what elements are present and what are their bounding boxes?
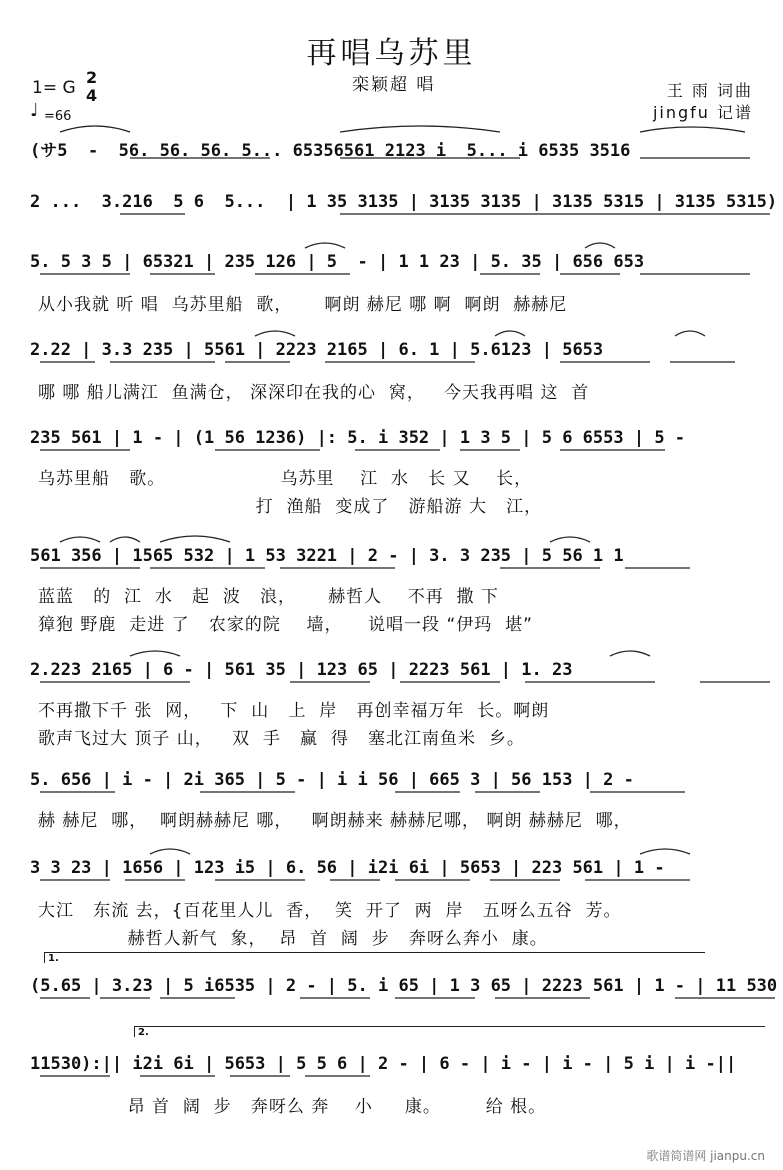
tempo-marking: =66: [44, 109, 72, 124]
quarter-note-icon: ♩: [30, 100, 39, 121]
score-line-5-notes: 235 561 | 1 - | (1 56 1236) |: 5. i 352 | 1 3 5 | 5 6 6553 | 5 -: [30, 428, 686, 448]
score-line-7-notes: 2.223 2165 | 6 - | 561 35 | 123 65 | 2223 561 | 1. 23: [30, 660, 573, 680]
score-line-9-notes: 3 3 23 | 1656 | 123 i5 | 6. 56 | i2i 6i | 5653 | 223 561 | 1 -: [30, 858, 665, 878]
score-line-10-notes: (5.65 | 3.23 | 5 i6535 | 2 - | 5. i 65 | 1 3 65 | 2223 561 | 1 - | 11 530: [30, 976, 778, 996]
time-signature-top: 2: [86, 68, 98, 87]
score-line-3-lyrics: 从小我就 听 唱 乌苏里船 歌， 啊朗 赫尼 哪 啊 啊朗 赫赫尼: [38, 295, 568, 315]
score-line-3-notes: 5. 5 3 5 | 65321 | 235 126 | 5 - | 1 1 23 | 5. 35 | 656 653: [30, 252, 645, 272]
score-line-11-lyrics: 昂 首 阔 步 奔呀么 奔 小 康。 给 根。: [38, 1097, 547, 1117]
score-line-8-lyrics: 赫 赫尼 哪， 啊朗赫赫尼 哪， 啊朗赫来 赫赫尼哪， 啊朗 赫赫尼 哪，: [38, 811, 632, 831]
score-line-6-notes: 561 356 | 1565 532 | 1 53 3221 | 2 - | 3. 3 235 | 5 56 1 1: [30, 546, 624, 566]
ending-2-label: 2.: [138, 1027, 149, 1038]
ending-1-label: 1.: [48, 953, 59, 964]
singer-credit: 栾颖超 唱: [352, 75, 436, 95]
score-line-9-lyrics-verse2: 赫哲人新气 象， 昂 首 阔 步 奔呀么奔小 康。: [38, 929, 548, 949]
score-line-9-lyrics-verse1: 大江 东流 去，{百花里人儿 香， 笑 开了 两 岸 五呀么五谷 芳。: [38, 901, 622, 921]
score-line-4-lyrics: 哪 哪 船儿满江 鱼满仓， 深深印在我的心 窝， 今天我再唱 这 首: [38, 383, 590, 403]
score-line-7-lyrics-verse1: 不再撒下千 张 网， 下 山 上 岸 再创幸福万年 长。啊朗: [38, 701, 550, 721]
page-title: 再唱乌苏里: [306, 36, 477, 71]
score-line-5-lyrics-verse1: 乌苏里船 歌。 乌苏里 江 水 长 又 长，: [38, 469, 533, 489]
score-line-4-notes: 2.22 | 3.3 235 | 5561 | 2223 2165 | 6. 1 | 5.6123 | 5653: [30, 340, 604, 360]
lyricist-composer-credit: 王 雨 词曲: [666, 81, 753, 100]
transcriber-credit: jingfu 记谱: [652, 103, 753, 122]
score-line-1-notes: (サ5 - 56. 56. 56. 5... 65356561 2123 i 5... i 6535 3516: [30, 141, 631, 161]
score-line-6-lyrics-verse1: 蓝蓝 的 江 水 起 波 浪， 赫哲人 不再 撒 下: [38, 587, 499, 607]
watermark: 歌谱简谱网 jianpu.cn: [646, 1149, 765, 1163]
score-line-5-lyrics-verse2: 打 渔船 变成了 游船游 大 江，: [38, 497, 543, 517]
score-line-8-notes: 5. 656 | i - | 2i 365 | 5 - | i i 56 | 665 3 | 56 153 | 2 -: [30, 770, 634, 790]
score-line-6-lyrics-verse2: 獐狍 野鹿 走进 了 农家的院 墙， 说唱一段 “伊玛 堪”: [38, 615, 533, 635]
score-line-11-notes: 11530):|| i2i 6i | 5653 | 5 5 6 | 2 - | 6 - | i - | i - | 5 i | i -||: [30, 1054, 737, 1074]
score-line-7-lyrics-verse2: 歌声飞过大 顶子 山， 双 手 赢 得 塞北江南鱼米 乡。: [38, 729, 525, 749]
time-signature-bottom: 4: [86, 86, 98, 105]
key-signature: 1= G: [32, 78, 76, 98]
score-line-2-notes: 2 ... 3.216 5 6 5... | 1 35 3135 | 3135 3135 | 3135 5315 | 3135 5315): [30, 192, 778, 212]
